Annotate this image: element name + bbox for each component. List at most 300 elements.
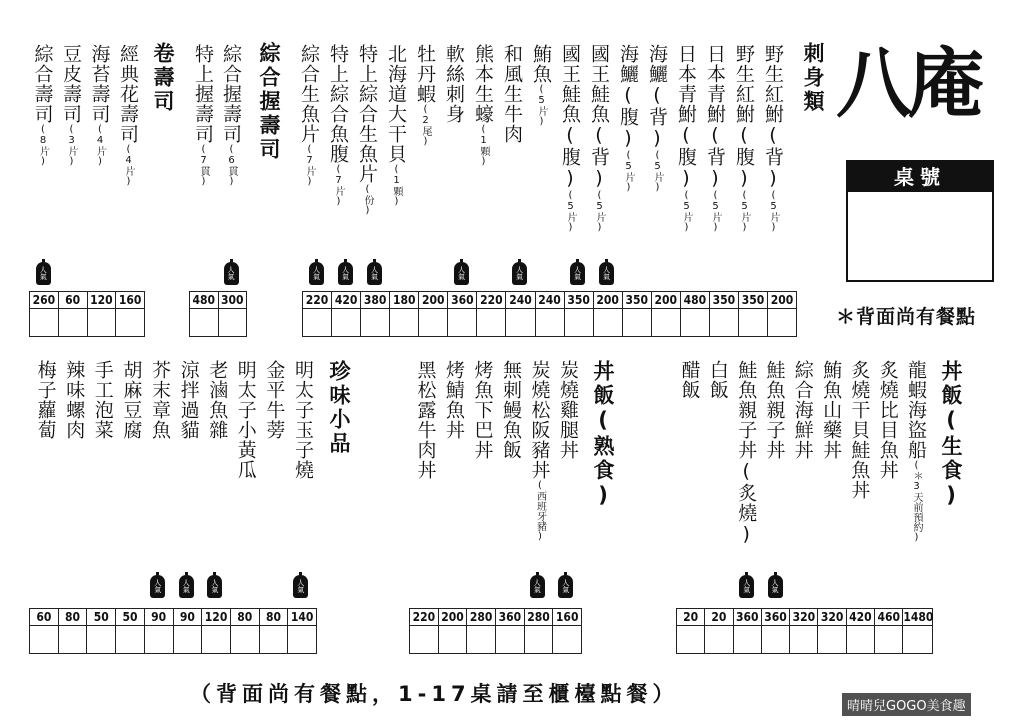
popular-lantern-icon: [558, 575, 573, 598]
price-table-sashimi: [302, 291, 797, 337]
quantity-blank[interactable]: [419, 309, 447, 336]
price-cell: [419, 292, 448, 336]
quantity-blank[interactable]: [303, 309, 331, 336]
price-value: 60: [59, 292, 87, 309]
quantity-blank[interactable]: [847, 626, 874, 653]
popular-lantern-icon: [512, 262, 527, 285]
price-value: 160: [553, 609, 581, 626]
price-value: 380: [361, 292, 389, 309]
price-cell: [705, 609, 733, 653]
lantern-text-bottom: 氣: [516, 272, 523, 281]
quantity-blank[interactable]: [390, 309, 418, 336]
menu-item-name: 牡丹蝦: [414, 44, 436, 104]
menu-item-note: (5片): [594, 190, 605, 233]
menu-item[interactable]: [441, 360, 466, 440]
menu-item[interactable]: [296, 44, 322, 187]
quantity-blank[interactable]: [818, 626, 845, 653]
menu-item-name: 黑松露牛肉丼: [414, 360, 437, 480]
menu-item-name: 龍蝦海盜船: [905, 360, 927, 460]
price-cell: [88, 292, 117, 336]
quantity-blank[interactable]: [332, 309, 360, 336]
quantity-blank[interactable]: [623, 309, 651, 336]
price-table-rolls: [29, 291, 145, 337]
quantity-blank[interactable]: [681, 309, 709, 336]
menu-item-name: 鮪魚山藥丼: [820, 360, 843, 460]
menu-item-name: 梅子蘿蔔: [34, 360, 57, 440]
menu-item-name: 綜合壽司: [31, 44, 54, 124]
quantity-blank[interactable]: [116, 309, 144, 336]
price-cell: [87, 609, 116, 653]
quantity-blank[interactable]: [768, 309, 796, 336]
price-cell: [847, 609, 875, 653]
quantity-blank[interactable]: [410, 626, 438, 653]
menu-item[interactable]: [527, 360, 553, 542]
quantity-blank[interactable]: [219, 309, 247, 336]
popular-lantern-icon: [150, 575, 165, 598]
menu-item-name: 日本青鮒(腹): [675, 44, 697, 190]
price-value: 200: [652, 292, 680, 309]
menu-item[interactable]: [290, 360, 315, 480]
menu-item[interactable]: [413, 360, 438, 480]
section-title-snacks: 珍味小品: [327, 360, 351, 456]
menu-item-name: 胡麻豆腐: [120, 360, 143, 440]
menu-item-note: (3片): [66, 124, 77, 167]
lantern-text-bottom: 氣: [562, 585, 570, 594]
quantity-blank[interactable]: [652, 309, 680, 336]
price-value: 350: [565, 292, 593, 309]
menu-item-name: 手工泡菜: [91, 360, 114, 440]
menu-item[interactable]: [498, 360, 523, 460]
quantity-blank[interactable]: [231, 626, 259, 653]
price-cell: [448, 292, 477, 336]
menu-item-name: 白飯: [706, 360, 729, 400]
lantern-text-top: 人: [743, 578, 751, 587]
quantity-blank[interactable]: [553, 626, 581, 653]
menu-item[interactable]: [61, 360, 86, 440]
quantity-blank[interactable]: [190, 309, 218, 336]
menu-item-name: 野生紅鮒(背): [762, 44, 784, 190]
menu-item[interactable]: [470, 44, 496, 167]
menu-item-name: 國王鮭魚(背): [588, 44, 610, 190]
menu-item-name: 特上綜合魚腹: [327, 44, 349, 164]
price-cell: [390, 292, 419, 336]
menu-item-name: 涼拌過貓: [177, 360, 200, 440]
popular-lantern-icon: [309, 262, 324, 285]
price-value: 280: [467, 609, 495, 626]
price-cell: [174, 609, 203, 653]
price-table-raw_don: [676, 608, 933, 654]
menu-item-note: (5片): [768, 190, 779, 233]
price-cell: [565, 292, 594, 336]
quantity-blank[interactable]: [260, 626, 288, 653]
quantity-blank[interactable]: [739, 309, 767, 336]
menu-item[interactable]: [790, 360, 815, 460]
quantity-blank[interactable]: [875, 626, 902, 653]
quantity-blank[interactable]: [705, 626, 732, 653]
lantern-text-bottom: 氣: [574, 272, 581, 281]
menu-item-name: 日本青鮒(背): [704, 44, 726, 190]
menu-item[interactable]: [115, 44, 141, 187]
footer-notice: （背面尚有餐點，1-17桌請至櫃檯點餐）: [190, 682, 679, 706]
price-cell: [439, 609, 468, 653]
quantity-blank[interactable]: [59, 309, 87, 336]
quantity-blank[interactable]: [677, 626, 704, 653]
price-value: 460: [875, 609, 902, 626]
price-cell: [303, 292, 332, 336]
price-cell: [739, 292, 768, 336]
menu-item-name: 特上綜合生魚片: [356, 44, 378, 184]
price-cell: [190, 292, 219, 336]
price-value: 280: [525, 609, 553, 626]
popular-lantern-icon: [599, 262, 614, 285]
quantity-blank[interactable]: [496, 626, 524, 653]
menu-item-name: 海鱺(背): [646, 44, 668, 150]
quantity-blank[interactable]: [30, 626, 58, 653]
menu-item-name: 特上握壽司: [192, 44, 214, 144]
lantern-text-bottom: 氣: [313, 272, 320, 281]
lantern-text-top: 人: [533, 578, 541, 587]
quantity-blank[interactable]: [467, 626, 495, 653]
menu-item-name: 海鱺(腹): [617, 44, 639, 150]
quantity-blank[interactable]: [87, 626, 115, 653]
section-title-cooked_don: 丼飯(熟食): [591, 360, 615, 510]
lantern-text-bottom: 氣: [211, 585, 219, 594]
menu-item-name: 明太子玉子燒: [292, 360, 314, 480]
menu-item[interactable]: [903, 360, 929, 543]
menu-item-note: (2尾): [420, 104, 431, 147]
price-cell: [525, 609, 554, 653]
quantity-blank[interactable]: [288, 626, 316, 653]
price-cell: [652, 292, 681, 336]
menu-item-name: 明太子小黃瓜: [234, 360, 257, 480]
menu-item[interactable]: [644, 44, 670, 193]
price-value: 350: [623, 292, 651, 309]
price-cell: [506, 292, 535, 336]
menu-item[interactable]: [555, 360, 580, 460]
menu-item[interactable]: [705, 360, 730, 400]
price-value: 320: [818, 609, 845, 626]
price-value: 350: [739, 292, 767, 309]
lantern-text-top: 人: [227, 265, 235, 274]
price-cell: [30, 609, 59, 653]
menu-item[interactable]: [412, 44, 438, 147]
quantity-blank[interactable]: [145, 626, 173, 653]
price-value: 300: [219, 292, 247, 309]
price-value: 220: [477, 292, 505, 309]
menu-item[interactable]: [615, 44, 641, 193]
price-cell: [332, 292, 361, 336]
quantity-blank[interactable]: [594, 309, 622, 336]
menu-item-note: (7貫): [198, 144, 209, 187]
menu-item[interactable]: [87, 44, 113, 167]
price-value: 260: [30, 292, 58, 309]
price-cell: [145, 609, 174, 653]
menu-item[interactable]: [325, 44, 351, 207]
price-value: 480: [681, 292, 709, 309]
menu-item-name: 鮪魚: [530, 44, 552, 84]
lantern-text-top: 人: [39, 265, 47, 274]
lantern-text-bottom: 氣: [182, 585, 190, 594]
quantity-blank[interactable]: [361, 309, 389, 336]
price-cell: [553, 609, 581, 653]
price-cell: [594, 292, 623, 336]
price-cell: [496, 609, 525, 653]
menu-item[interactable]: [90, 360, 115, 440]
menu-item-note: (5片): [681, 190, 692, 233]
quantity-blank[interactable]: [536, 309, 564, 336]
lantern-text-top: 人: [458, 265, 465, 274]
menu-item[interactable]: [818, 360, 843, 460]
menu-item-name: 海苔壽司: [88, 44, 111, 124]
price-cell: [623, 292, 652, 336]
menu-item-note: (＊3天前預約): [911, 460, 922, 543]
price-value: 80: [59, 609, 87, 626]
menu-item-name: 綜合握壽司: [220, 44, 242, 144]
price-value: 360: [496, 609, 524, 626]
menu-item[interactable]: [261, 360, 286, 440]
price-cell: [116, 292, 144, 336]
menu-item-note: (7片): [304, 144, 315, 187]
menu-item[interactable]: [677, 360, 702, 400]
menu-item-note: (7片): [333, 164, 344, 207]
price-table-snacks: [29, 608, 317, 654]
quantity-blank[interactable]: [903, 626, 931, 653]
price-value: 90: [145, 609, 173, 626]
price-value: 140: [288, 609, 316, 626]
popular-lantern-icon: [224, 262, 239, 285]
price-cell: [875, 609, 903, 653]
table-number-label: 桌號: [848, 162, 992, 192]
popular-lantern-icon: [768, 575, 783, 598]
popular-lantern-icon: [36, 262, 51, 285]
price-value: 480: [190, 292, 218, 309]
popular-lantern-icon: [530, 575, 545, 598]
menu-item[interactable]: [58, 44, 84, 167]
price-value: 80: [260, 609, 288, 626]
quantity-blank[interactable]: [506, 309, 534, 336]
section-title-nigiri: 綜合握壽司: [257, 42, 281, 162]
back-side-notice: ＊背面尚有餐點: [836, 306, 977, 328]
quantity-blank[interactable]: [202, 626, 230, 653]
quantity-blank[interactable]: [477, 309, 505, 336]
price-cell: [59, 609, 88, 653]
quantity-blank[interactable]: [174, 626, 202, 653]
price-cell: [818, 609, 846, 653]
price-value: 350: [710, 292, 738, 309]
lantern-text-top: 人: [562, 578, 570, 587]
menu-item-name: 綜合生魚片: [298, 44, 320, 144]
price-cell: [768, 292, 796, 336]
menu-item[interactable]: [875, 360, 900, 480]
section-title-raw_don: 丼飯(生食): [939, 360, 963, 510]
lantern-text-bottom: 氣: [458, 272, 465, 281]
menu-item-name: 北海道大干貝: [385, 44, 407, 164]
price-table-cooked_don: [409, 608, 582, 654]
price-value: 50: [116, 609, 144, 626]
quantity-blank[interactable]: [525, 626, 553, 653]
price-value: 160: [116, 292, 144, 309]
price-value: 200: [768, 292, 796, 309]
price-cell: [677, 609, 705, 653]
menu-item-name: 醋飯: [678, 360, 701, 400]
price-value: 360: [762, 609, 789, 626]
menu-item[interactable]: [354, 44, 380, 216]
menu-item[interactable]: [846, 360, 871, 500]
menu-item[interactable]: [731, 44, 757, 233]
lantern-text-bottom: 氣: [297, 585, 305, 594]
menu-item-name: 炭燒雞腿丼: [557, 360, 579, 460]
lantern-text-bottom: 氣: [342, 272, 349, 281]
lantern-text-top: 人: [154, 578, 162, 587]
menu-item-note: (1顆): [391, 164, 402, 207]
menu-item[interactable]: [204, 360, 229, 440]
price-value: 220: [410, 609, 438, 626]
menu-item-name: 野生紅鮒(腹): [733, 44, 755, 190]
price-value: 240: [536, 292, 564, 309]
price-cell: [59, 292, 88, 336]
quantity-blank[interactable]: [790, 626, 817, 653]
menu-item[interactable]: [176, 360, 201, 440]
price-cell: [288, 609, 316, 653]
menu-item-name: 國王鮭魚(腹): [559, 44, 581, 190]
section-title-sashimi: 刺身類: [801, 42, 825, 114]
quantity-blank[interactable]: [116, 626, 144, 653]
price-cell: [477, 292, 506, 336]
menu-item[interactable]: [118, 360, 143, 440]
price-cell: [467, 609, 496, 653]
price-cell: [361, 292, 390, 336]
price-table-nigiri: [189, 291, 247, 337]
price-value: 220: [303, 292, 331, 309]
price-value: 420: [847, 609, 874, 626]
menu-item-note: (4片): [94, 124, 106, 167]
lantern-text-bottom: 氣: [743, 585, 751, 594]
menu-item[interactable]: [30, 44, 56, 167]
lantern-text-top: 人: [371, 265, 378, 274]
menu-item[interactable]: [233, 360, 258, 480]
lantern-text-bottom: 氣: [771, 585, 779, 594]
price-value: 50: [87, 609, 115, 626]
price-value: 180: [390, 292, 418, 309]
popular-lantern-icon: [739, 575, 754, 598]
menu-item[interactable]: [528, 44, 554, 127]
price-value: 360: [734, 609, 761, 626]
price-value: 1480: [903, 610, 934, 624]
popular-lantern-icon: [454, 262, 469, 285]
price-cell: [903, 609, 934, 653]
quantity-blank[interactable]: [30, 309, 58, 336]
brand-logo: 八庵: [836, 39, 980, 128]
menu-item[interactable]: [702, 44, 728, 233]
menu-item[interactable]: [33, 360, 58, 440]
menu-item-note: (5片): [623, 150, 634, 193]
menu-item[interactable]: [733, 360, 758, 546]
menu-item[interactable]: [673, 44, 699, 233]
price-cell: [202, 609, 231, 653]
price-value: 90: [174, 609, 202, 626]
quantity-blank[interactable]: [734, 626, 761, 653]
quantity-blank[interactable]: [762, 626, 789, 653]
price-value: 120: [88, 292, 116, 309]
price-value: 240: [506, 292, 534, 309]
menu-item-name: 烤鯖魚丼: [443, 360, 465, 440]
menu-item-name: 芥末章魚: [149, 360, 171, 440]
price-value: 60: [30, 609, 58, 626]
menu-item-name: 綜合海鮮丼: [791, 360, 814, 460]
section-title-rolls: 卷壽司: [151, 42, 175, 114]
price-cell: [116, 609, 145, 653]
price-cell: [536, 292, 565, 336]
menu-item-name: 鮭魚親子丼: [763, 360, 786, 460]
menu-item[interactable]: [470, 360, 495, 460]
menu-item-name: 經典花壽司: [117, 44, 139, 144]
menu-item[interactable]: [499, 44, 524, 144]
quantity-blank[interactable]: [565, 309, 593, 336]
lantern-text-top: 人: [516, 265, 523, 274]
popular-lantern-icon: [367, 262, 382, 285]
price-value: 200: [419, 292, 447, 309]
price-value: 80: [231, 609, 259, 626]
menu-item-name: 炭燒松阪豬丼: [528, 360, 551, 480]
popular-lantern-icon: [293, 575, 308, 598]
lantern-text-bottom: 氣: [154, 585, 162, 594]
menu-item[interactable]: [557, 44, 583, 233]
quantity-blank[interactable]: [710, 309, 738, 336]
menu-item[interactable]: [586, 44, 612, 233]
lantern-text-top: 人: [342, 265, 349, 274]
menu-item-note: (5片): [652, 150, 663, 193]
menu-item[interactable]: [762, 360, 787, 460]
lantern-text-bottom: 氣: [533, 585, 541, 594]
quantity-blank[interactable]: [88, 309, 116, 336]
price-value: 320: [790, 609, 817, 626]
quantity-blank[interactable]: [439, 626, 467, 653]
menu-item[interactable]: [190, 44, 216, 187]
lantern-text-top: 人: [771, 578, 779, 587]
price-value: 200: [439, 609, 467, 626]
lantern-text-top: 人: [313, 265, 320, 274]
lantern-text-bottom: 氣: [371, 272, 378, 281]
menu-item-note: (8片): [37, 124, 49, 167]
popular-lantern-icon: [570, 262, 585, 285]
price-value: 20: [677, 609, 704, 626]
lantern-text-top: 人: [297, 578, 305, 587]
menu-item-note: (5片): [710, 190, 721, 233]
menu-item-name: 老滷魚雜: [206, 360, 229, 440]
menu-item-name: 豆皮壽司: [60, 44, 82, 124]
menu-item[interactable]: [383, 44, 409, 207]
menu-item-note: (西班牙豬): [534, 480, 546, 542]
price-value: 200: [594, 292, 622, 309]
menu-item[interactable]: [218, 44, 244, 187]
table-number-box: [846, 160, 994, 282]
watermark: 晴晴兒GOGO美食趣: [842, 693, 971, 716]
menu-item[interactable]: [147, 360, 172, 440]
lantern-text-top: 人: [211, 578, 219, 587]
menu-item-note: (5片): [739, 190, 750, 233]
menu-item-name: 無刺鰻魚飯: [500, 360, 522, 460]
menu-item[interactable]: [760, 44, 786, 233]
popular-lantern-icon: [338, 262, 353, 285]
lantern-text-bottom: 氣: [603, 272, 610, 281]
quantity-blank[interactable]: [59, 626, 87, 653]
menu-item-note: (6貫): [226, 144, 237, 187]
menu-item-name: 鮭魚親子丼(炙燒): [735, 360, 758, 546]
price-cell: [762, 609, 790, 653]
menu-item[interactable]: [441, 44, 466, 124]
menu-item-name: 軟絲刺身: [443, 44, 465, 124]
quantity-blank[interactable]: [448, 309, 476, 336]
